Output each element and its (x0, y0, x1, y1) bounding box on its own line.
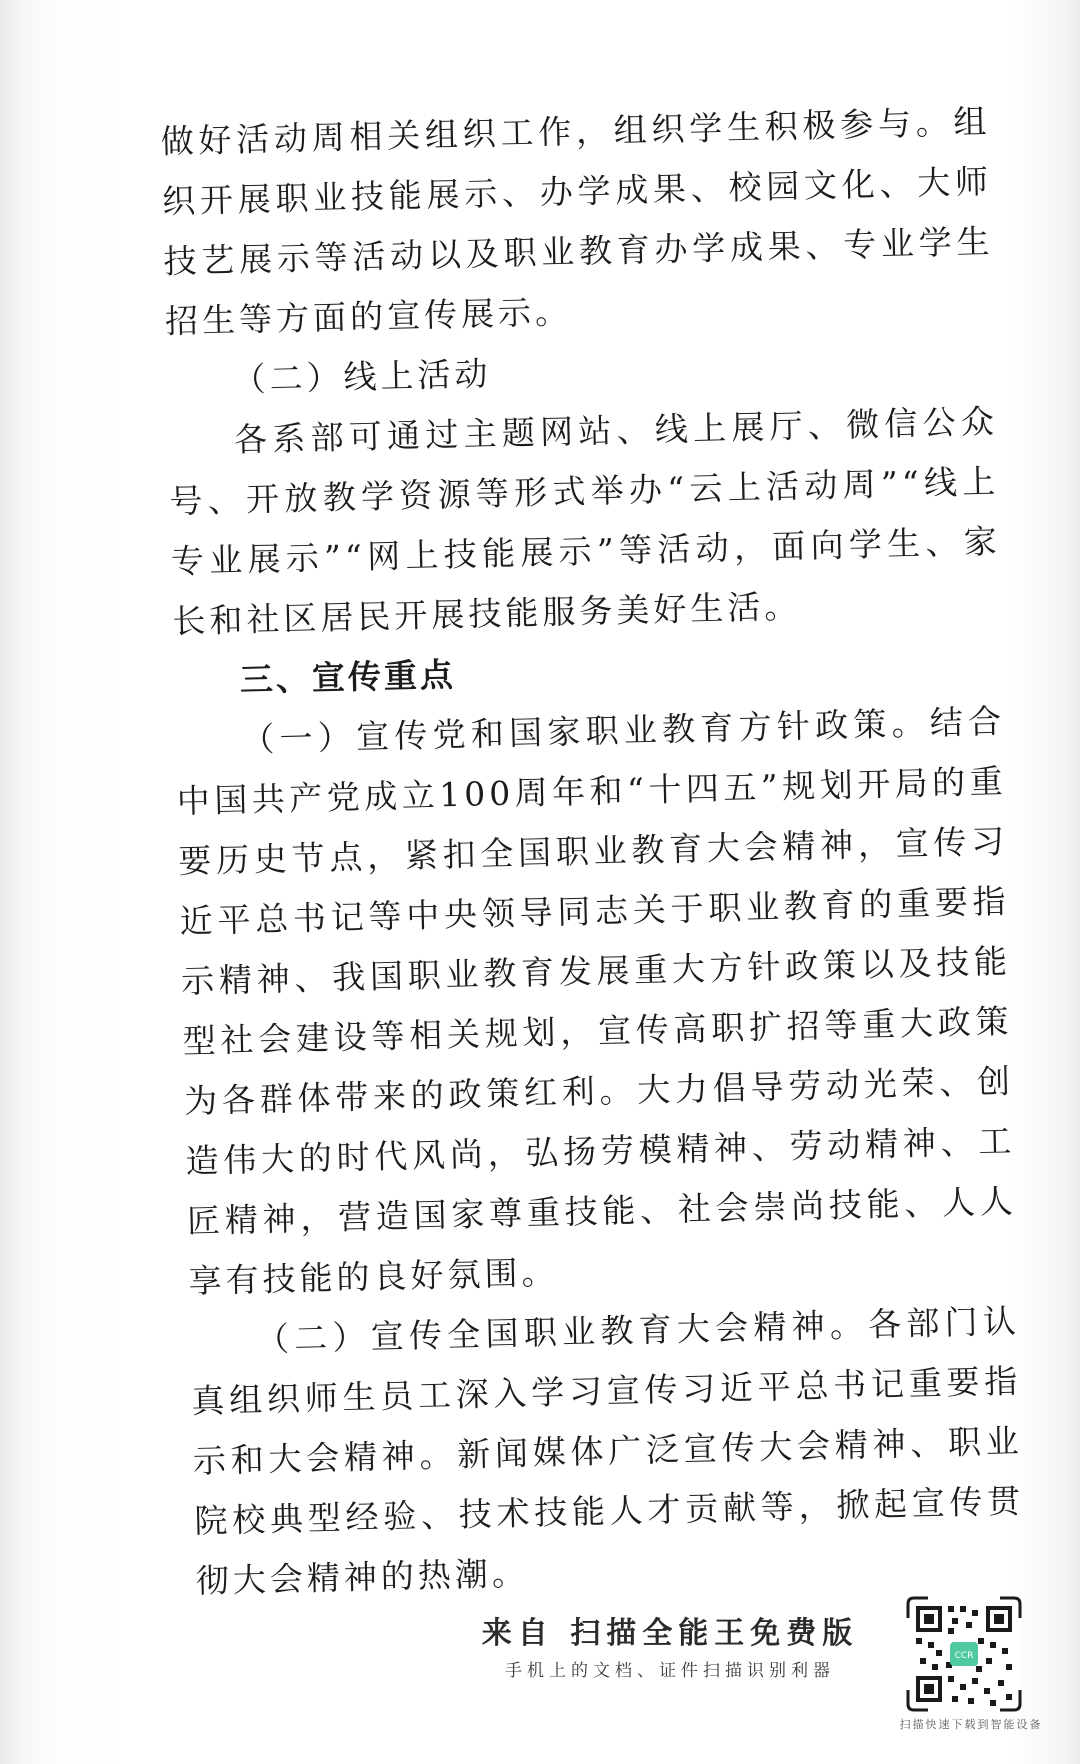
subheading-online-activities: （二）线上活动 (232, 353, 492, 400)
qr-caption: 扫描快速下载到智能设备 (899, 1718, 1043, 1731)
qr-code-icon (906, 1596, 1022, 1712)
document-body (160, 92, 1026, 1612)
watermark-title: 来自 扫描全能王免费版 (481, 1616, 859, 1651)
scanner-watermark (470, 1612, 870, 1686)
watermark-subtitle: 手机上的文档、证件扫描识别利器 (505, 1661, 835, 1681)
paragraph-online-activities: 各系部可通过主题网站、线上展厅、微信公众号、开放教学资源等形式举办“云上活动周”“线上专业展示”“网上技能展示”等活动，面向学生、家长和社区居民开展技能服务美好生活。 (169, 401, 1002, 641)
qr-badge-label: CCR (954, 1651, 974, 1661)
paragraph-conference-spirit: （二）宣传全国职业教育大会精神。各部门认真组织师生员工深入学习宣传习近平总书记重要指示和大会精神。新闻媒体广泛宣传大会精神、职业院校典型经验、技术技能人才贡献等，掀起宣传贯彻大会精神的热潮。 (191, 1301, 1025, 1601)
paragraph-activity-organization: 做好活动周相关组织工作，组织学生积极参与。组织开展职业技能展示、办学成果、校园文化、大师技艺展示等活动以及职业教育办学成果、专业学生招生等方面的宣传展示。 (160, 101, 994, 341)
section-heading-publicity-focus: 三、宣传重点 (239, 654, 457, 700)
paragraph-policy-publicity: （一）宣传党和国家职业教育方针政策。结合中国共产党成立100周年和“十四五”规划开局的重要历史节点，紧扣全国职业教育大会精神，宣传习近平总书记等中央领导同志关于职业教育的重要指示精神、我国职业教育发展重大方针政策以及技能型社会建设等相关规划，宣传高职扩招等重大政策为各群体带来的政策红利。大力倡导劳动光荣、创造伟大的时代风尚，弘扬劳模精神、劳动精神、工匠精神，营造国家尊重技能、社会崇尚技能、人人享有技能的良好氛围。 (176, 701, 1018, 1301)
